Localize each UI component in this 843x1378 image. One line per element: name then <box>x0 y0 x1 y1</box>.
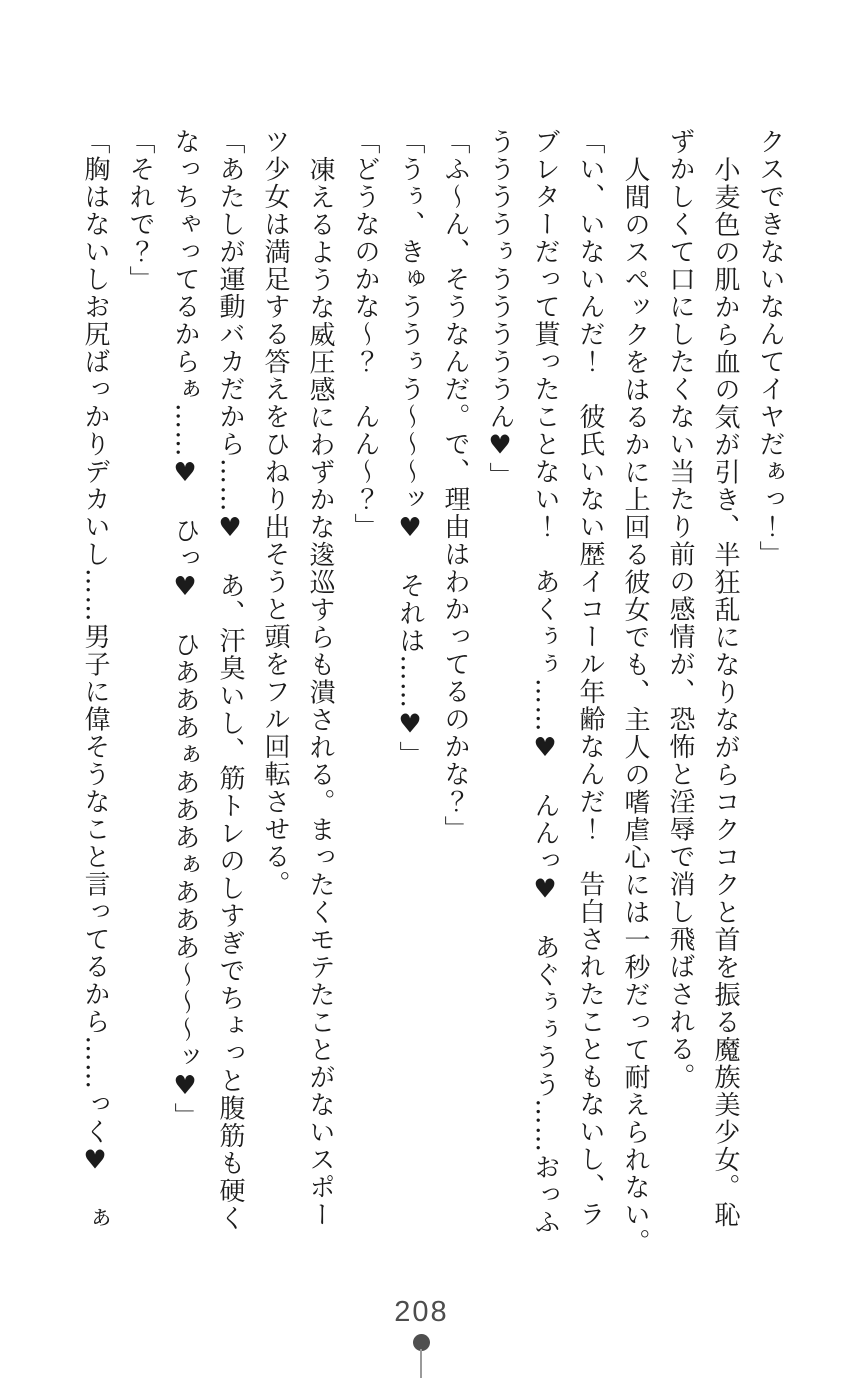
text-line: 人間のスペックをはるかに上回る彼女でも、主人の嗜虐心には一秒だって耐えられない。 <box>620 155 650 1256</box>
text-line: クスできないなんてイヤだぁっ！」 <box>755 128 785 568</box>
text-line: ううううぅうううううん♥」 <box>485 128 515 490</box>
text-line: ブレターだって貰ったことない！ あくぅぅ……♥ んんっ♥ あぐぅぅうう……おっふ <box>530 128 560 1236</box>
text-line: 「それで？」 <box>125 128 155 293</box>
page-number: 208 <box>394 1296 449 1328</box>
text-line: ツ少女は満足する答えをひねり出そうと頭をフル回転させる。 <box>260 128 290 898</box>
text-line: 小麦色の肌から血の気が引き、半狂乱になりながらコクコクと首を振る魔族美少女。恥 <box>710 155 740 1229</box>
text-line: 「ふ〜ん、そうなんだ。で、理由はわかってるのかな？」 <box>440 128 470 843</box>
text-line: 「胸はないしお尻ばっかりデカいし……男子に偉そうなこと言ってるから……っく♥ ぁ <box>80 128 110 1232</box>
text-line: 「あたしが運動バカだから……♥ あ、汗臭いし、筋トレのしすぎでちょっと腹筋も硬く <box>215 128 245 1232</box>
text-line: 凍えるような威圧感にわずかな逡巡すらも潰される。まったくモテたことがないスポー <box>305 155 335 1229</box>
text-line: 「い、いないんだ！ 彼氏いない歴イコール年齢なんだ！ 告白されたこともないし、ラ <box>575 128 605 1228</box>
text-line: なっちゃってるからぁ……♥ ひっ♥ ひあああぁあああぁあああ〜〜〜ッ♥」 <box>170 128 200 1130</box>
text-line: ずかしくて口にしたくない当たり前の感情が、恐怖と淫辱で消し飛ばされる。 <box>665 128 695 1091</box>
text-line: 「うぅ、きゅううぅう〜〜〜ッ♥ それは……♥」 <box>395 128 425 769</box>
text-line: 「どうなのかな〜？ んん〜？」 <box>350 128 380 541</box>
footer-ornament-line <box>420 1349 422 1378</box>
text-block <box>72 128 792 1256</box>
